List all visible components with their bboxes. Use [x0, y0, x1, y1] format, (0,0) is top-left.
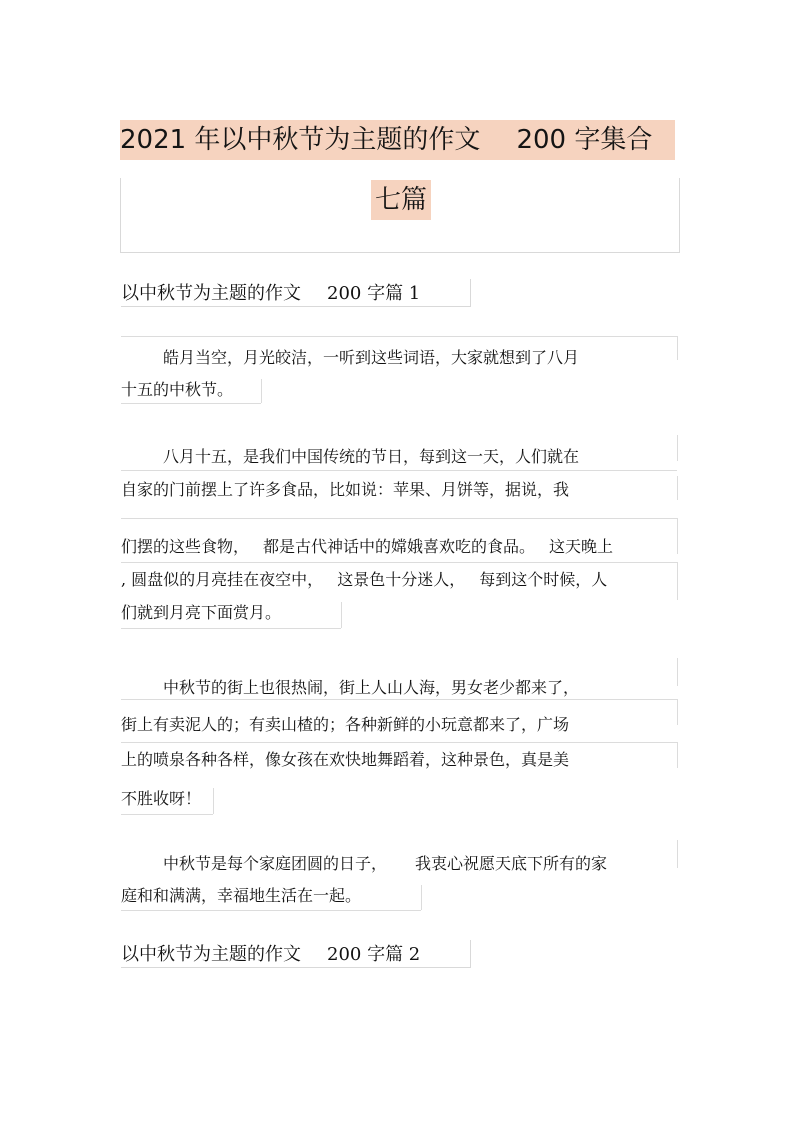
document-title-line-2: 七篇	[371, 180, 431, 220]
text-frame-side	[261, 379, 262, 403]
section-heading-part-2: 200 字篇 1	[327, 283, 421, 304]
text-frame-side	[677, 435, 678, 461]
text-frame-side	[677, 562, 678, 600]
section-heading-part-1: 以中秋节为主题的作文	[121, 283, 301, 304]
text-frame-line	[121, 699, 677, 700]
text-frame-side	[677, 336, 678, 360]
paragraph-line: 十五的中秋节。	[121, 380, 234, 399]
line-segment: 们摆的这些食物，	[121, 537, 250, 556]
text-frame-bottom	[121, 910, 421, 911]
text-frame-line	[121, 742, 677, 743]
text-frame-side	[341, 602, 342, 628]
text-frame-side	[677, 840, 678, 868]
paragraph-line	[121, 569, 607, 591]
section-heading-part-2: 200 字篇 2	[327, 944, 421, 965]
text-frame-side	[421, 885, 422, 910]
paragraph-line	[163, 853, 607, 875]
line-segment: , 圆盘似的月亮挂在夜空中，	[121, 570, 324, 589]
text-frame-line	[121, 518, 677, 519]
paragraph-line	[121, 536, 613, 558]
line-segment: 这天晚上	[549, 537, 614, 556]
text-frame-side	[677, 658, 678, 686]
paragraph-line: 皓月当空，月光皎洁，一听到这些词语，大家就想到了八月	[163, 348, 580, 367]
line-segment: 中秋节是每个家庭团圆的日子，	[163, 854, 388, 873]
text-frame-bottom	[121, 628, 341, 629]
text-frame-side	[677, 518, 678, 554]
text-frame-bottom	[121, 403, 261, 404]
paragraph-line: 庭和和满满，幸福地生活在一起。	[121, 886, 362, 905]
text-frame-top	[121, 336, 677, 337]
text-frame-bottom	[121, 814, 213, 815]
line-segment: 这景色十分迷人，	[337, 570, 466, 589]
paragraph-line: 中秋节的街上也很热闹，街上人山人海，男女老少都来了，	[163, 678, 580, 697]
text-frame-line	[121, 470, 677, 471]
paragraph-line: 八月十五，是我们中国传统的节日，每到这一天，人们就在	[163, 447, 580, 466]
title-part-1: 2021 年以中秋节为主题的作文	[120, 125, 481, 155]
line-segment: 都是古代神话中的嫦娥喜欢吃的食品。	[263, 537, 536, 556]
section-heading-2	[121, 942, 420, 968]
document-title-line-1	[120, 120, 675, 160]
paragraph-line: 街上有卖泥人的；有卖山楂的；各种新鲜的小玩意都来了，广场	[121, 715, 570, 734]
line-segment: 我衷心祝愿天底下所有的家	[415, 854, 608, 873]
text-frame-line	[121, 562, 677, 563]
text-frame-side	[677, 699, 678, 725]
text-frame-side	[677, 742, 678, 768]
paragraph-line: 上的喷泉各种各样，像女孩在欢快地舞蹈着，这种景色，真是美	[121, 750, 570, 769]
section-heading-part-1: 以中秋节为主题的作文	[121, 944, 301, 965]
text-frame-side	[213, 788, 214, 814]
line-segment: 每到这个时候，人	[479, 570, 608, 589]
paragraph-line: 们就到月亮下面赏月。	[121, 603, 282, 622]
paragraph-line: 自家的门前摆上了许多食品，比如说：苹果、月饼等，据说，我	[121, 480, 570, 499]
title-part-2: 200 字集合	[516, 125, 653, 155]
paragraph-line: 不胜收呀！	[121, 789, 202, 808]
section-heading-1	[121, 281, 420, 307]
text-frame-side	[677, 476, 678, 500]
